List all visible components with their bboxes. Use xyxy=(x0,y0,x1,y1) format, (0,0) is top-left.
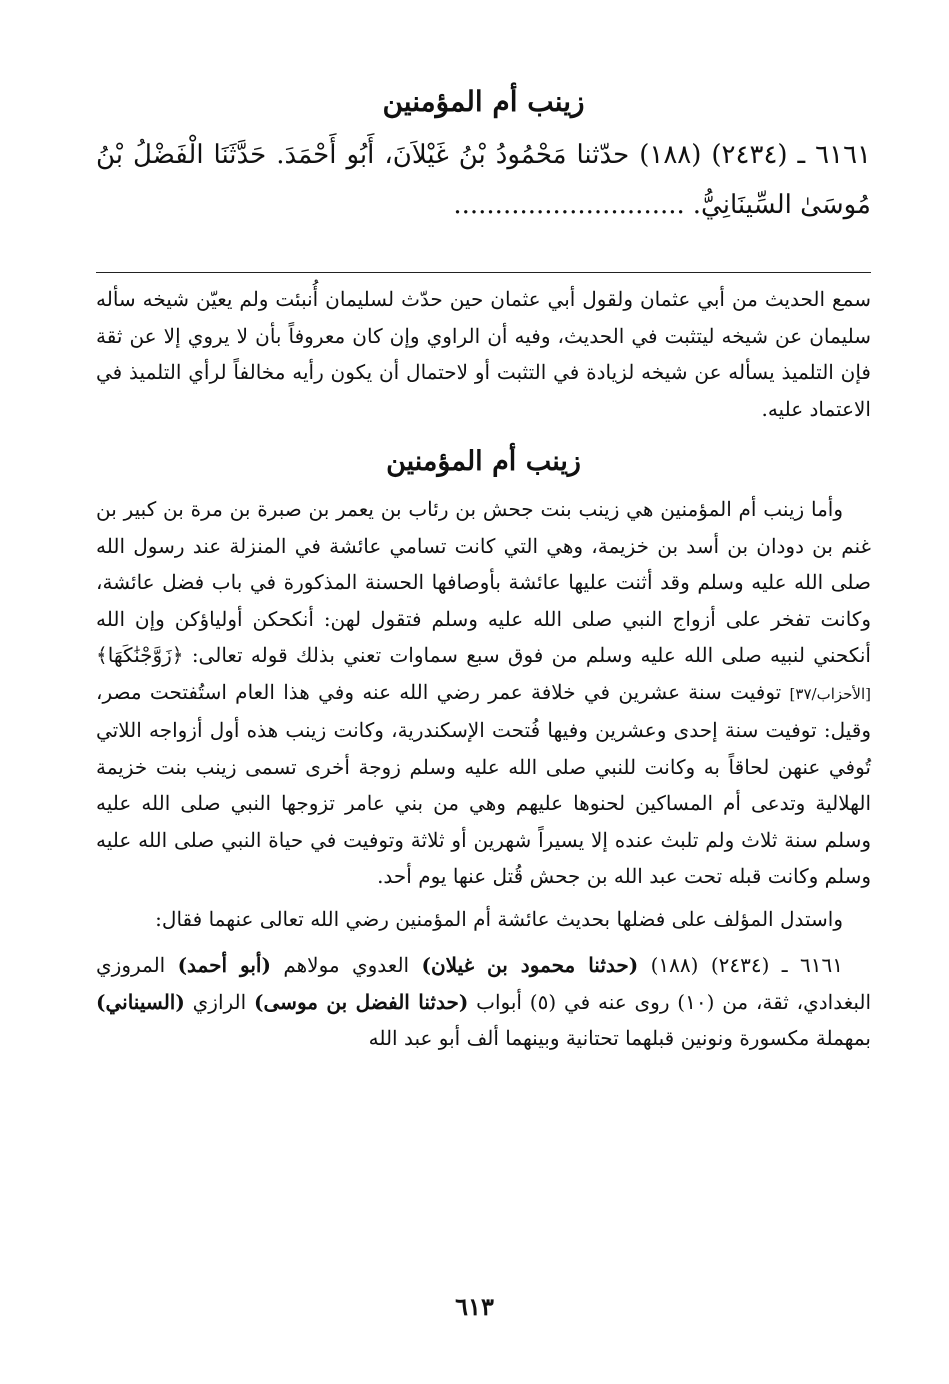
narrator-mahmud-info: المروزي البغدادي، ثقة، من (١٠) روى عنه في (٥) أبواب xyxy=(96,953,872,1014)
commentary-paragraph-4 xyxy=(96,947,871,1057)
hadith-matn xyxy=(96,130,871,230)
narrator-mahmud: (حدثنا محمود بن غيلان) xyxy=(421,953,639,977)
hadith-number: ٦١٦١ ـ (٢٤٣٤) (١٨٨) xyxy=(650,953,843,977)
commentary-paragraph-1: سمع الحديث من أبي عثمان ولقول أبي عثمان حين حدّث لسليمان أُنبئت ولم يعيّن شيخه سأله سليمان عن شيخه ليتثبت في الحديث، وفيه أن الراوي وإن كان معروفاً بأن لا يروي إلا عن ثقة فإن التلميذ يسأله عن شيخه لزيادة في التثبت أو لاحتمال أن يكون رأيه مخالفاً لرأي التلميذ في الاعتماد عليه. xyxy=(96,287,871,421)
quran-verse: ﴿زَوَّجْنَٰكَهَا﴾ xyxy=(96,643,184,667)
narrator-fadl-info: بمهملة مكسورة ونونين قبلهما تحتانية وبينهما ألف أبو عبد الله xyxy=(368,1026,871,1050)
matn-ellipsis: ............................ xyxy=(453,190,685,220)
matn-heading: زينب أم المؤمنين xyxy=(382,85,585,118)
narrator-fadl-nisba: الرازي xyxy=(192,989,247,1014)
narrator-sinani: (السيناني) xyxy=(96,989,185,1014)
commentary-heading: زينب أم المؤمنين xyxy=(386,446,581,477)
commentary-paragraph-2 xyxy=(96,491,871,895)
matn-line-1: ٦١٦١ ـ (٢٤٣٤) (١٨٨) حدّثنا مَحْمُودُ بْنُ غَيْلاَنَ، أَبُو أَحْمَدَ. حَدَّثَنَا xyxy=(213,140,871,170)
narrator-mahmud-note: العدوي مولاهم xyxy=(283,953,410,977)
quran-reference: [الأحزاب/٣٧] xyxy=(789,684,871,703)
page-body xyxy=(96,80,871,1057)
page-number: ٦١٣ xyxy=(455,1292,494,1321)
biography-text-a: وأما زينب أم المؤمنين هي زينب بنت جحش بن رئاب بن يعمر بن صبرة بن مرة بن كبير بن غنم بن دودان بن أسد بن خزيمة، وهي التي كانت تسامي عائشة في المنزلة عند رسول الله صلى الله عليه وسلم وقد أثنت عليها عائشة بأوصافها الحسنة المذكورة في باب فضل عائشة، وكانت تفخر على أزواج النبي صلى الله عليه وسلم فتقول لهن: أنكحكن أولياؤكن وإن الله أنكحني لنبيه صلى الله عليه وسلم من فوق سبع سماوات تعني بذلك قوله تعالى: xyxy=(96,497,871,667)
biography-text-b: توفيت سنة عشرين في خلافة عمر رضي الله عنه وفي هذا العام استُفتحت مصر، وقيل: توفيت سنة إحدى وعشرين وفيها فُتحت الإسكندرية، وكانت زينب هذه أول أزواجه اللاتي تُوفي عنهن لحاقاً به وكانت للنبي صلى الله عليه وسلم زوجة أخرى تسمى زينب بنت خزيمة الهلالية وتدعى أم المساكين لحنوها عليهم وهي من بني عامر تزوجها النبي صلى الله عليه وسلم سنة ثلاث ولم تلبث عنده إلا يسيراً شهرين أو ثلاثة وتوفيت في حياة النبي صلى الله عليه وسلم وكانت قبله تحت عبد الله بن جحش قُتل عنها يوم أحد. xyxy=(96,679,871,888)
matn-line-2: الْفَضْلُ بْنُ مُوسَىٰ السِّينَانِيُّ. xyxy=(96,140,871,220)
narrator-fadl: (حدثنا الفضل بن موسى) xyxy=(254,989,469,1014)
commentary-paragraph-3: واستدل المؤلف على فضلها بحديث عائشة أم المؤمنين رضي الله تعالى عنهما فقال: xyxy=(155,906,843,931)
narrator-kunya: (أبو أحمد) xyxy=(177,953,271,977)
separator-rule xyxy=(96,272,871,273)
